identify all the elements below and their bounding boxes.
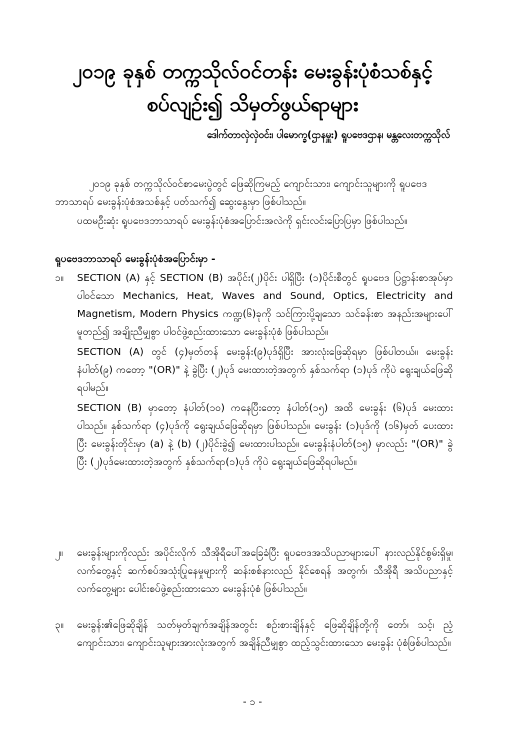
intro-paragraph-2: ပထမဦးဆုံး ရူပဗေဒဘာသာရပ် မေးခွန်းပုံစံအပြောင်းအလဲကို ရှင်းလင်းပြောပြမှာ ဖြစ်ပါသည်။ — [77, 216, 408, 227]
list-item-2 — [55, 545, 453, 601]
author-line: ဒေါက်တာလှဲလှဲဝင်း၊ ပါမောက္ခ(ဌာနမှူး) ရူပဗေဒဌာန၊ မန္တလေးတက္ကသိုလ် — [206, 130, 450, 141]
list-item-body — [77, 617, 453, 653]
list-item-number: ၂။ — [55, 548, 63, 559]
list-item-1 — [55, 270, 453, 474]
intro-paragraph-1: ၂၀၁၉ ခုနှစ် တက္ကသိုလ်ဝင်စာမေးပွဲတွင် ဖြေဆိုကြမည့် ကျောင်းသား၊ ကျောင်းသူများကို ရူပဗေဒဘာသာရပ် မေးခွန်းပုံစံအသစ်နှင့် ပတ်သက်၍ ဆွေးနွေးမှာ ဖြစ်ပါသည်။ — [55, 179, 428, 208]
page-number: - ၁ - — [242, 697, 263, 708]
list-item-paragraph: မေးခွန်း၏ဖြေဆိုချိန် သတ်မှတ်ချက်အချိန်အတွင်း စဉ်းစားချိန်နှင့် ဖြေဆိုချိန်တို့ကို တော်၊ သင့်၊ ညံ့ ကျောင်းသား၊ ကျောင်းသူများအားလုံးအတွက် အချိန်ညီမျှ‌စွာ ထည့်သွင်းထားသော မေးခွန်း ပုံစံဖြစ်ပါသည်။ — [77, 620, 453, 649]
list-item-paragraph: မေးခွန်းများကိုလည်း အပိုင်းလိုက် သီအိုရီပေါ်အခြေခံပြီး ရူပဗေဒအသိပညာများပေါ် နားလည်နိုင်စွမ်းရှိမှု၊ လက်တွေ့နှင့် ဆက်စပ်အသုံးပြုနေမှုများကို ဆန်းစစ်နားလည် နိုင်စေရန် အတွက်၊ သီအိုရီ အသိပညာနှင့် လက်တွေ့များ ပေါင်းစပ်ဖွဲ့စည်းထားသော မေးခွန်းပုံစံ ဖြစ်ပါသည်။ — [77, 548, 453, 595]
list-item-body — [77, 545, 453, 599]
list-item-body — [77, 270, 453, 472]
section-heading: ရူပဗေဒဘာသာရပ် မေးခွန်းပုံစံအပြောင်းမှာ - — [55, 254, 216, 265]
list-item-paragraph: SECTION (A) နှင့် SECTION (B) အပိုင်း(၂)ပိုင်း ပါရှိပြီး (၁)ပိုင်းစီတွင် ရူပဗေဒ ပြဋ္ဌာန်းစာအုပ်မှာ ပါဝင်သော Mechanics, Heat, Waves and Sound, Optics, Electricity and Magnetism, Modern Physics ကဏ္ဍ(၆)ခုကို သင်ကြားပို့ချသော သင်ခန်းစာ အနည်းအများပေါ်မူတည်၍ အချိုးညီမျှစွာ ပါဝင်ဖွဲ့စည်းထားသော မေးခွန်းပုံစံ ဖြစ်ပါသည်။ — [77, 273, 453, 338]
title-line-1: ၂၀၁၉ ခုနှစ် တက္ကသိုလ်ဝင်တန်း မေးခွန်းပုံစံသစ်နှင့် — [72, 59, 433, 83]
list-item-number: ၁။ — [55, 273, 64, 284]
list-item-3 — [55, 617, 453, 655]
list-item-paragraph: SECTION (A) တွင် (၄)မှတ်တန် မေးခွန်း(၉)ပုဒ်ရှိပြီး အားလုံးဖြေဆိုရမှာ ဖြစ်ပါတယ်။ မေးခွန်းနံပါတ်(၉) ကတော့ "(OR)" နဲ့ ခွဲပြီး (၂)ပုဒ် မေးထားတဲ့အတွက် နှစ်သက်ရာ (၁)ပုဒ် ကိုပဲ ရွေးချယ်ဖြေဆိုရပါမည်။ — [77, 347, 453, 394]
list-item-paragraph: SECTION (B) မှာတော့ နံပါတ်(၁၀) ကနေပြီးတော့ နံပါတ်(၁၅) အထိ မေးခွန်း (၆)ပုဒ် မေးထားပါသည်။ နှစ်သက်ရာ (၄)ပုဒ်ကို ရွေးချယ်ဖြေဆိုရမှာ ဖြစ်ပါသည်။ မေးခွန်း (၁)ပုဒ်ကို (၁၆)မှတ် ပေးထားပြီး မေးခွန်းတိုင်းမှာ (a) နဲ့ (b) (၂)ပိုင်းခွဲ၍ မေးထားပါသည်။ မေးခွန်းနံပါတ်(၁၅) မှာလည်း "(OR)" ခွဲပြီး (၂)ပုဒ်မေးထားတဲ့အတွက် နှစ်သက်ရာ(၁)ပုဒ် ကိုပဲ ရွေးချယ်ဖြေဆိုရပါမည်။ — [77, 403, 453, 468]
title-line-2: စပ်လျဉ်း၍ သိမှတ်ဖွယ်ရာများ — [146, 92, 359, 116]
list-item-number: ၃။ — [55, 620, 64, 631]
